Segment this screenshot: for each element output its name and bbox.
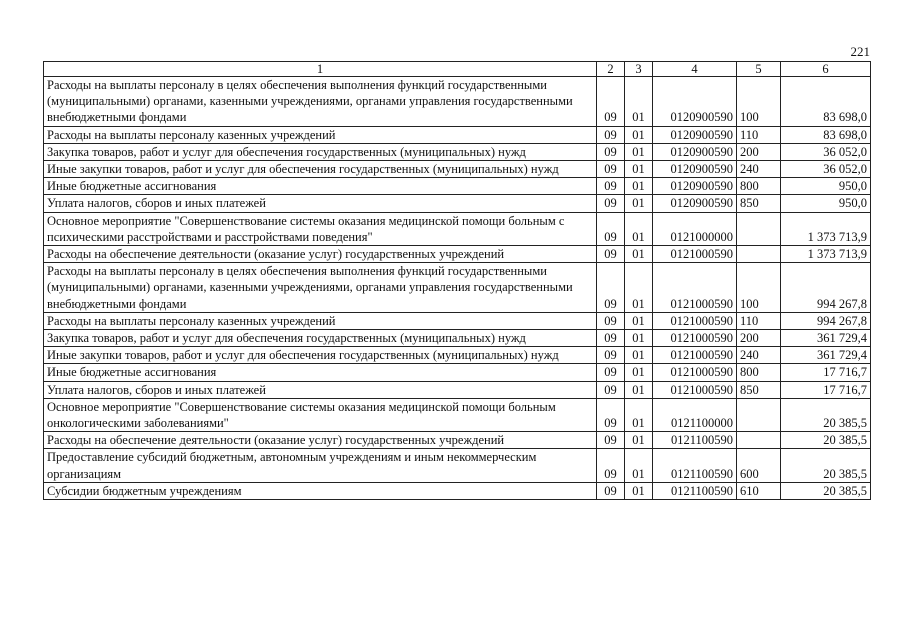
expense-type-cell: 110: [737, 312, 781, 329]
amount-cell: 1 373 713,9: [781, 212, 871, 245]
amount-cell: 17 716,7: [781, 364, 871, 381]
expense-name-cell: Иные закупки товаров, работ и услуг для обеспечения государственных (муниципальных) нужд: [44, 161, 597, 178]
subsection-code-cell: 01: [625, 482, 653, 499]
expense-type-cell: 800: [737, 178, 781, 195]
section-code-cell: 09: [597, 330, 625, 347]
subsection-code-cell: 01: [625, 212, 653, 245]
amount-cell: 17 716,7: [781, 381, 871, 398]
amount-cell: 20 385,5: [781, 449, 871, 482]
expense-name-cell: Уплата налогов, сборов и иных платежей: [44, 381, 597, 398]
table-row: [44, 449, 871, 482]
amount-cell: 83 698,0: [781, 77, 871, 127]
expense-name-cell: Основное мероприятие "Совершенствование системы оказания медицинской помощи больным с психическими расстройствами и расстройствами поведения": [44, 212, 597, 245]
amount-cell: 20 385,5: [781, 398, 871, 431]
expense-type-cell: 100: [737, 263, 781, 313]
table-row: [44, 312, 871, 329]
expense-name-cell: Расходы на обеспечение деятельности (оказание услуг) государственных учреждений: [44, 246, 597, 263]
target-article-cell: 0121000590: [653, 381, 737, 398]
table-row: [44, 212, 871, 245]
section-code-cell: 09: [597, 381, 625, 398]
subsection-code-cell: 01: [625, 381, 653, 398]
target-article-cell: 0120900590: [653, 126, 737, 143]
table-row: [44, 195, 871, 212]
table-row: [44, 398, 871, 431]
subsection-code-cell: 01: [625, 330, 653, 347]
table-row: [44, 246, 871, 263]
amount-cell: 994 267,8: [781, 312, 871, 329]
subsection-code-cell: 01: [625, 143, 653, 160]
table-row: [44, 178, 871, 195]
subsection-code-cell: 01: [625, 432, 653, 449]
column-header-5: 5: [737, 62, 781, 77]
target-article-cell: 0120900590: [653, 178, 737, 195]
section-code-cell: 09: [597, 126, 625, 143]
subsection-code-cell: 01: [625, 126, 653, 143]
expense-type-cell: 600: [737, 449, 781, 482]
amount-cell: 950,0: [781, 178, 871, 195]
section-code-cell: 09: [597, 195, 625, 212]
section-code-cell: 09: [597, 347, 625, 364]
amount-cell: 950,0: [781, 195, 871, 212]
expense-type-cell: 200: [737, 330, 781, 347]
expense-type-cell: 800: [737, 364, 781, 381]
amount-cell: 36 052,0: [781, 161, 871, 178]
target-article-cell: 0121000590: [653, 312, 737, 329]
expense-name-cell: Расходы на выплаты персоналу в целях обеспечения выполнения функций государственными (муниципальными) органами, казенными учреждениями, органами управления государственными внебюджетными фондами: [44, 263, 597, 313]
target-article-cell: 0121000590: [653, 246, 737, 263]
expense-type-cell: 100: [737, 77, 781, 127]
subsection-code-cell: 01: [625, 347, 653, 364]
target-article-cell: 0121100590: [653, 432, 737, 449]
section-code-cell: 09: [597, 398, 625, 431]
target-article-cell: 0120900590: [653, 195, 737, 212]
subsection-code-cell: 01: [625, 398, 653, 431]
expense-type-cell: 850: [737, 381, 781, 398]
expense-name-cell: Расходы на выплаты персоналу в целях обеспечения выполнения функций государственными (муниципальными) органами, казенными учреждениями, органами управления государственными внебюджетными фондами: [44, 77, 597, 127]
target-article-cell: 0121100000: [653, 398, 737, 431]
section-code-cell: 09: [597, 246, 625, 263]
expense-name-cell: Иные бюджетные ассигнования: [44, 178, 597, 195]
target-article-cell: 0120900590: [653, 143, 737, 160]
subsection-code-cell: 01: [625, 246, 653, 263]
expense-name-cell: Предоставление субсидий бюджетным, автономным учреждениям и иным некоммерческим организациям: [44, 449, 597, 482]
table-row: [44, 126, 871, 143]
target-article-cell: 0121100590: [653, 482, 737, 499]
expense-name-cell: Иные бюджетные ассигнования: [44, 364, 597, 381]
amount-cell: 1 373 713,9: [781, 246, 871, 263]
expense-type-cell: [737, 246, 781, 263]
table-row: [44, 143, 871, 160]
expense-type-cell: 200: [737, 143, 781, 160]
expense-name-cell: Уплата налогов, сборов и иных платежей: [44, 195, 597, 212]
expense-type-cell: 850: [737, 195, 781, 212]
expense-type-cell: 240: [737, 161, 781, 178]
table-row: [44, 330, 871, 347]
column-header-3: 3: [625, 62, 653, 77]
subsection-code-cell: 01: [625, 449, 653, 482]
expense-name-cell: Расходы на обеспечение деятельности (оказание услуг) государственных учреждений: [44, 432, 597, 449]
subsection-code-cell: 01: [625, 178, 653, 195]
table-row: [44, 77, 871, 127]
section-code-cell: 09: [597, 212, 625, 245]
expense-name-cell: Основное мероприятие "Совершенствование системы оказания медицинской помощи больным онкологическими заболеваниями": [44, 398, 597, 431]
table-row: [44, 347, 871, 364]
subsection-code-cell: 01: [625, 77, 653, 127]
column-header-6: 6: [781, 62, 871, 77]
subsection-code-cell: 01: [625, 195, 653, 212]
expense-type-cell: 110: [737, 126, 781, 143]
subsection-code-cell: 01: [625, 161, 653, 178]
section-code-cell: 09: [597, 263, 625, 313]
subsection-code-cell: 01: [625, 263, 653, 313]
expense-type-cell: [737, 432, 781, 449]
expense-type-cell: [737, 212, 781, 245]
expense-name-cell: Иные закупки товаров, работ и услуг для обеспечения государственных (муниципальных) нужд: [44, 347, 597, 364]
target-article-cell: 0121100590: [653, 449, 737, 482]
section-code-cell: 09: [597, 161, 625, 178]
table-row: [44, 482, 871, 499]
section-code-cell: 09: [597, 432, 625, 449]
amount-cell: 361 729,4: [781, 330, 871, 347]
expense-name-cell: Закупка товаров, работ и услуг для обеспечения государственных (муниципальных) нужд: [44, 143, 597, 160]
subsection-code-cell: 01: [625, 312, 653, 329]
column-header-2: 2: [597, 62, 625, 77]
section-code-cell: 09: [597, 143, 625, 160]
section-code-cell: 09: [597, 77, 625, 127]
table-row: [44, 432, 871, 449]
amount-cell: 994 267,8: [781, 263, 871, 313]
expense-type-cell: 240: [737, 347, 781, 364]
amount-cell: 20 385,5: [781, 482, 871, 499]
amount-cell: 20 385,5: [781, 432, 871, 449]
expense-name-cell: Закупка товаров, работ и услуг для обеспечения государственных (муниципальных) нужд: [44, 330, 597, 347]
section-code-cell: 09: [597, 364, 625, 381]
section-code-cell: 09: [597, 312, 625, 329]
header-row: [44, 62, 871, 77]
column-header-1: 1: [44, 62, 597, 77]
target-article-cell: 0121000590: [653, 347, 737, 364]
target-article-cell: 0121000590: [653, 364, 737, 381]
page-number: 221: [850, 44, 870, 59]
expense-type-cell: 610: [737, 482, 781, 499]
expense-type-cell: [737, 398, 781, 431]
target-article-cell: 0120900590: [653, 161, 737, 178]
expense-name-cell: Расходы на выплаты персоналу казенных учреждений: [44, 312, 597, 329]
amount-cell: 83 698,0: [781, 126, 871, 143]
expense-name-cell: Расходы на выплаты персоналу казенных учреждений: [44, 126, 597, 143]
subsection-code-cell: 01: [625, 364, 653, 381]
section-code-cell: 09: [597, 482, 625, 499]
column-header-4: 4: [653, 62, 737, 77]
section-code-cell: 09: [597, 178, 625, 195]
amount-cell: 361 729,4: [781, 347, 871, 364]
target-article-cell: 0121000000: [653, 212, 737, 245]
target-article-cell: 0121000590: [653, 263, 737, 313]
table-row: [44, 263, 871, 313]
target-article-cell: 0120900590: [653, 77, 737, 127]
section-code-cell: 09: [597, 449, 625, 482]
table-row: [44, 381, 871, 398]
table-body: [44, 77, 871, 500]
amount-cell: 36 052,0: [781, 143, 871, 160]
table-row: [44, 161, 871, 178]
target-article-cell: 0121000590: [653, 330, 737, 347]
expense-name-cell: Субсидии бюджетным учреждениям: [44, 482, 597, 499]
table-row: [44, 364, 871, 381]
budget-table: [43, 61, 871, 500]
